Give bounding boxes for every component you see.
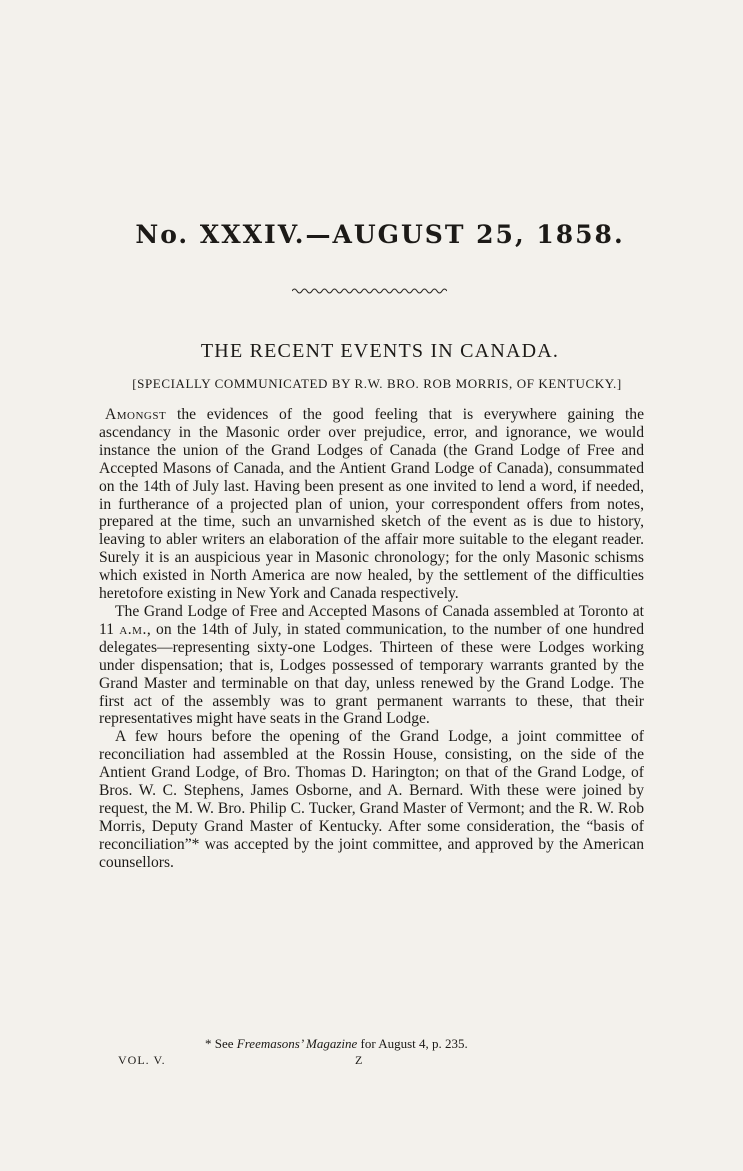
lead-word: Amongst	[105, 406, 167, 423]
paragraph-2	[99, 603, 644, 728]
article-byline: [SPECIALLY COMMUNICATED BY R.W. BRO. ROB MORRIS, OF KENTUCKY.]	[132, 376, 622, 391]
paragraph-3-text: A few hours before the opening of the Grand Lodge, a joint committee of reconciliation had assembled at the Rossin House, consisting, on the side of the Antient Grand Lodge, of Bro. Thomas D. Harington; on that of the Grand Lodge, of Bros. W. C. Stephens, James Osborne, and A. Bernard. With these were joined by request, the M. W. Bro. Philip C. Tucker, Grand Master of Vermont; and the R. W. Rob Morris, Deputy Grand Master of Kentucky. After some consideration, the “basis of reconciliation”* was accepted by the joint committee, and approved by the American counsellors.	[99, 728, 644, 871]
footnote-suffix: for August 4, p. 235.	[357, 1036, 468, 1051]
footnote	[205, 1036, 468, 1052]
paragraph-1	[99, 406, 644, 603]
wavy-rule-ornament-icon	[292, 286, 447, 296]
signature-mark: Z	[355, 1053, 363, 1067]
volume-label: VOL. V.	[118, 1053, 166, 1067]
footnote-prefix: * See	[205, 1036, 237, 1051]
article-body	[99, 406, 644, 872]
issue-title: No. XXXIV.—AUGUST 25, 1858.	[135, 220, 625, 249]
paragraph-3	[99, 728, 644, 871]
time-label: a.m.	[119, 620, 147, 638]
paragraph-2-text-before: The Grand Lodge of Free and Accepted Masons of Canada assembled at Toronto at 11	[99, 602, 644, 638]
paragraph-2-text-after: , on the 14th of July, in stated communication, to the number of one hundred delegates—representing sixty-one Lodges. Thirteen of these were Lodges working under dispensation; that is, Lodges possessed of temporary warrants granted by the Grand Master and terminable on that day, unless renewed by the Grand Lodge. The first act of the assembly was to grant permanent warrants to these, that their representatives might have seats in the Grand Lodge.	[99, 620, 644, 728]
footnote-source: Freemasons’ Magazine	[236, 1036, 358, 1051]
article-title: THE RECENT EVENTS IN CANADA.	[200, 340, 560, 362]
paragraph-1-text: the evidences of the good feeling that is everywhere gaining the ascendancy in the Masonic order over prejudice, error, and ignorance, we would instance the union of the Grand Lodges of Canada (the Grand Lodge of Free and Accepted Masons of Canada, and the Antient Grand Lodge of Canada), consummated on the 14th of July last. Having been present as one invited to lend a word, if needed, in furtherance of a projected plan of union, your correspondent offers from notes, prepared at the time, such an unvarnished sketch of the event as is due to history, leaving to abler writers an elaboration of the affair more suitable to the elegant reader. Surely it is an auspicious year in Masonic chronology; for the only Masonic schisms which existed in North America are now healed, by the settlement of the difficulties heretofore existing in New York and Canada respectively.	[99, 406, 644, 603]
